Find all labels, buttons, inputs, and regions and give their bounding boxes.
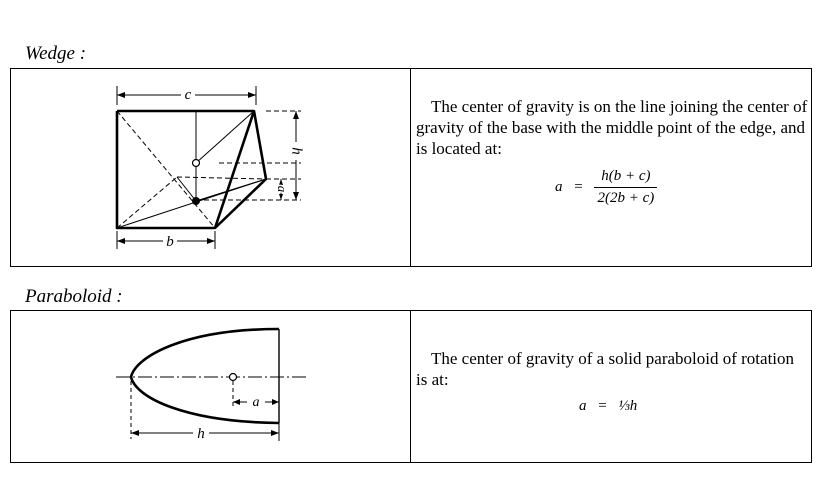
- wedge-label-a: a: [275, 185, 291, 193]
- wedge-formula: [555, 168, 657, 207]
- wedge-panel: [10, 68, 812, 267]
- wedge-panel-divider: [410, 69, 411, 266]
- wedge-figure: [11, 69, 410, 266]
- paraboloid-panel: [10, 310, 812, 463]
- wedge-label-c: c: [184, 87, 192, 103]
- wedge-formula-fraction: [594, 168, 657, 207]
- wedge-centroid-marker: [192, 197, 200, 205]
- wedge-label-b: b: [166, 234, 174, 250]
- wedge-formula-denominator: 2(2b + c): [597, 190, 655, 206]
- wedge-base-centroid-marker: [193, 160, 200, 167]
- paraboloid-centroid-marker: [230, 374, 237, 381]
- paraboloid-section-title: Paraboloid :: [25, 286, 123, 307]
- paraboloid-figure: [11, 311, 410, 462]
- paraboloid-panel-divider: [410, 311, 411, 462]
- wedge-section-title: Wedge :: [25, 43, 87, 64]
- wedge-label-h: h: [288, 147, 305, 155]
- wedge-hidden-lines: [117, 111, 301, 228]
- wedge-formula-numerator: h(b + c): [594, 168, 657, 188]
- wedge-thin-lines: [117, 111, 266, 228]
- paraboloid-description: The center of gravity of a solid paraboloid of rotation is at:: [416, 349, 795, 389]
- wedge-solid-edges: [117, 111, 266, 228]
- paraboloid-formula-lhs: a: [579, 398, 587, 415]
- wedge-formula-lhs: a: [555, 179, 563, 195]
- wedge-description-cell: [416, 96, 808, 159]
- paraboloid-label-h: h: [197, 426, 205, 442]
- paraboloid-label-a: a: [252, 395, 260, 410]
- wedge-formula-equals: =: [574, 179, 583, 195]
- paraboloid-formula-rhs: ⅓h: [618, 398, 638, 415]
- paraboloid-description-cell: [416, 348, 808, 390]
- paraboloid-formula-equals: =: [598, 398, 607, 415]
- paraboloid-formula: [579, 398, 637, 415]
- wedge-description: The center of gravity is on the line joining the center of gravity of the base with the middle point of the edge, and is located at:: [416, 97, 808, 158]
